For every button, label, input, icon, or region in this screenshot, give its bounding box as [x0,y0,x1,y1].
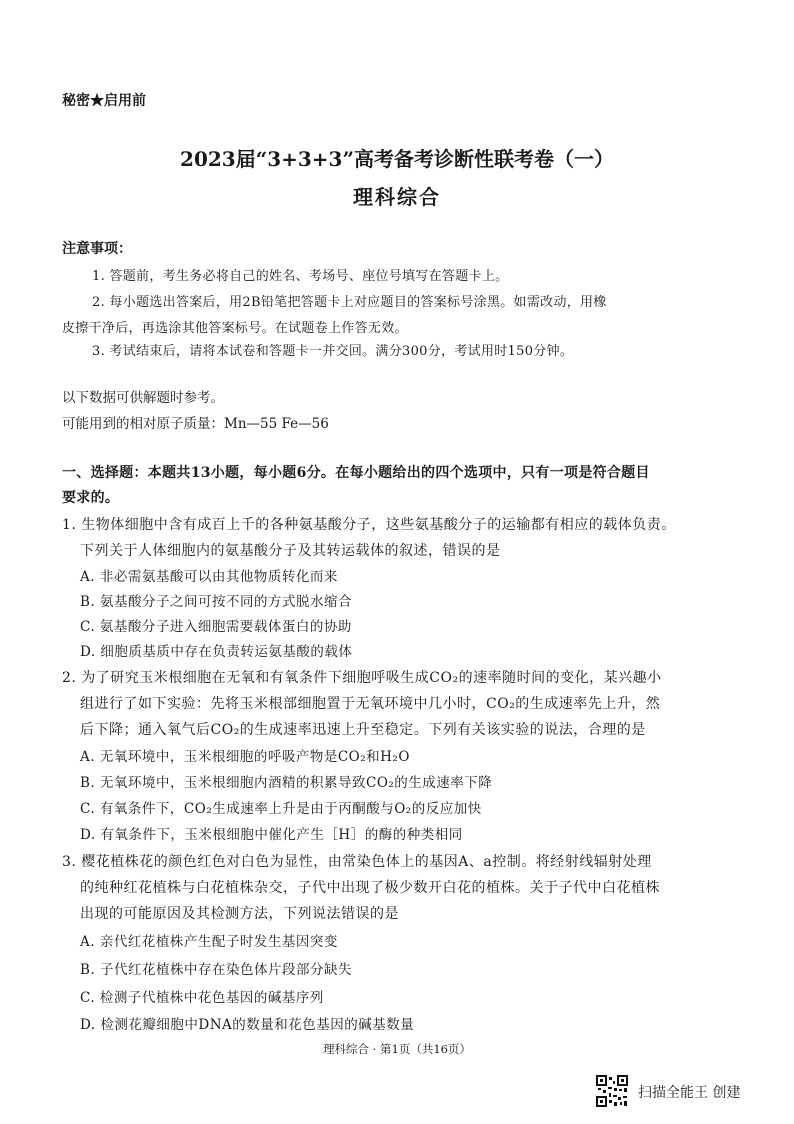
section-heading: 一、选择题：本题共13小题，每小题6分。在每小题给出的四个选项中，只有一项是符合题目 [62,465,650,481]
question-1-option-b: B. 氨基酸分子之间可按不同的方式脱水缩合 [80,594,353,610]
question-3-stem: 3. 樱花植株花的颜色红色对白色为显性，由常染色体上的基因A、a控制。将经射线辐射处理 [62,854,652,870]
question-2-option-b: B. 无氧环境中，玉米根细胞内酒精的积累导致CO₂的生成速率下降 [80,775,493,791]
qr-code-icon [596,1075,628,1107]
question-1-stem: 下列关于人体细胞内的氨基酸分子及其转运载体的叙述，错误的是 [80,543,501,559]
note-item: 2. 每小题选出答案后，用2B铅笔把答题卡上对应题目的答案标号涂黑。如需改动，用橡 [92,295,607,310]
question-3-option-d: D. 检测花瓣细胞中DNA的数量和花色基因的碱基数量 [80,1017,415,1033]
atomic-mass-line: 可能用到的相对原子质量：Mn—55 Fe—56 [62,416,329,432]
question-2-option-d: D. 有氧条件下，玉米根细胞中催化产生［H］的酶的种类相同 [80,827,463,843]
exam-title: 2023届“3+3+3”高考备考诊断性联考卷（一） [180,147,614,171]
note-item: 1. 答题前，考生务必将自己的姓名、考场号、座位号填写在答题卡上。 [92,269,509,284]
question-3-option-a: A. 亲代红花植株产生配子时发生基因突变 [80,934,338,950]
note-item: 3. 考试结束后，请将本试卷和答题卡一并交回。满分300分，考试用时150分钟。 [92,344,574,359]
question-1-stem: 1. 生物体细胞中含有成百上千的各种氨基酸分子，这些氨基酸分子的运输都有相应的载体负责。 [62,517,676,533]
question-2-stem: 后下降；通入氧气后CO₂的生成速率迅速上升至稳定。下列有关该实验的说法，合理的是 [80,722,646,738]
question-2-option-a: A. 无氧环境中，玉米根细胞的呼吸产物是CO₂和H₂O [80,749,410,765]
notes-heading: 注意事项： [62,241,132,257]
question-3-stem: 出现的可能原因及其检测方法，下列说法错误的是 [80,906,399,922]
question-1-option-c: C. 氨基酸分子进入细胞需要载体蛋白的协助 [80,619,352,635]
note-item: 皮擦干净后，再选涂其他答案标号。在试题卷上作答无效。 [62,321,408,336]
confidential-label: 秘密★启用前 [62,93,146,109]
watermark-text: 扫描全能王 创建 [638,1085,741,1101]
page-footer: 理科综合 · 第1页（共16页） [323,1042,471,1056]
question-2-stem: 2. 为了研究玉米根细胞在无氧和有氧条件下细胞呼吸生成CO₂的速率随时间的变化，某兴趣小 [62,670,662,686]
reference-note: 以下数据可供解题时参考。 [62,390,224,406]
question-2-stem: 组进行了如下实验：先将玉米根部细胞置于无氧环境中几小时，CO₂的生成速率先上升，然 [80,696,661,712]
question-1-option-d: D. 细胞质基质中存在负责转运氨基酸的载体 [80,644,353,660]
exam-subject: 理科综合 [353,185,441,209]
section-heading: 要求的。 [62,490,120,506]
question-2-option-c: C. 有氧条件下，CO₂生成速率上升是由于丙酮酸与O₂的反应加快 [80,801,482,817]
question-3-option-c: C. 检测子代植株中花色基因的碱基序列 [80,990,324,1006]
question-3-stem: 的纯种红花植株与白花植株杂交，子代中出现了极少数开白花的植株。关于子代中白花植株 [80,880,660,896]
scanner-watermark [596,1073,766,1111]
question-3-option-b: B. 子代红花植株中存在染色体片段部分缺失 [80,962,353,978]
question-1-option-a: A. 非必需氨基酸可以由其他物质转化而来 [80,569,338,585]
